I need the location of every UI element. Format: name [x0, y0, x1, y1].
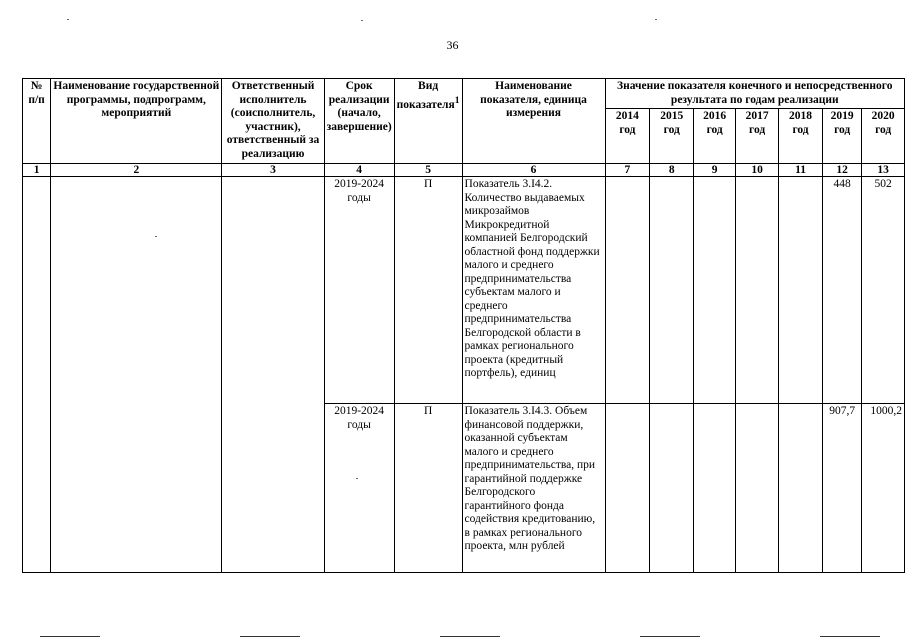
column-number: 12: [822, 164, 861, 177]
cell-indicator-name: Показатель 3.I4.2. Количество выдаваемых микрозаймов Микрокредитной компанией Белгородский областной фонд поддержки малого и среднего предпринимательства субъектам малого и среднего предпринимательства Белгородской области в рамках регионального проекта (кредитный портфель), единиц: [462, 177, 605, 404]
cell-value-2015: [650, 177, 694, 404]
cell-period: 2019-2024 годы: [324, 404, 394, 573]
column-number: 3: [222, 164, 324, 177]
header-year: 2016 год: [694, 109, 736, 164]
header-number: № п/п: [23, 79, 51, 164]
cell-value-2018: [779, 177, 823, 404]
cell-value-2019: 907,7: [822, 404, 861, 573]
cell-value-2017: [736, 404, 779, 573]
header-values-group: Значение показателя конечного и непосредственного результата по годам реализации: [605, 79, 905, 109]
scan-speck: [655, 19, 657, 20]
header-year: 2014 год: [605, 109, 650, 164]
header-year: 2019 год: [822, 109, 861, 164]
scan-speck: [67, 19, 69, 20]
column-number: 7: [605, 164, 650, 177]
cell-executor: [222, 177, 324, 573]
cell-value-2020: 1000,2: [862, 404, 905, 573]
header-type-text: Вид показателя: [396, 80, 455, 111]
cell-value-2018: [779, 404, 823, 573]
cell-value-2014: [605, 404, 650, 573]
header-year: 2015 год: [650, 109, 694, 164]
scan-edge-line: [440, 636, 500, 637]
column-number: 2: [51, 164, 222, 177]
table-row: [23, 177, 905, 404]
header-year: 2017 год: [736, 109, 779, 164]
cell-value-2019: 448: [822, 177, 861, 404]
scan-edge-line: [40, 636, 100, 637]
column-number: 6: [462, 164, 605, 177]
column-number: 8: [650, 164, 694, 177]
column-number: 5: [394, 164, 462, 177]
cell-indicator-name: Показатель 3.I4.3. Объем финансовой поддержки, оказанной субъектам малого и среднего предпринимательства, при гарантийной поддержке Белгородского гарантийного фонда содействия кредитованию, в рамках регионального проекта, млн рублей: [462, 404, 605, 573]
column-number: 11: [779, 164, 823, 177]
cell-program: [51, 177, 222, 573]
header-indicator: Наименование показателя, единица измерения: [462, 79, 605, 164]
column-numbers-row: [23, 164, 905, 177]
cell-number: [23, 177, 51, 573]
header-year: 2020 год: [862, 109, 905, 164]
scan-edge-line: [640, 636, 700, 637]
scan-edge-line: [240, 636, 300, 637]
header-row-1: [23, 79, 905, 109]
cell-value-2015: [650, 404, 694, 573]
cell-type: П: [394, 404, 462, 573]
scan-speck: [155, 236, 157, 237]
column-number: 10: [736, 164, 779, 177]
scan-speck: [361, 20, 363, 21]
scan-speck: [356, 478, 358, 479]
page-number: 36: [446, 38, 459, 52]
header-period: Срок реализации (начало, завершение): [324, 79, 394, 164]
cell-value-2014: [605, 177, 650, 404]
column-number: 9: [694, 164, 736, 177]
column-number: 13: [862, 164, 905, 177]
cell-period: 2019-2024 годы: [324, 177, 394, 404]
indicators-table: [22, 78, 905, 573]
header-type-footnote: 1: [454, 94, 460, 106]
header-year: 2018 год: [779, 109, 823, 164]
cell-value-2016: [694, 404, 736, 573]
header-executor: Ответственный исполнитель (соисполнитель, участник), ответственный за реализацию: [222, 79, 324, 164]
column-number: 4: [324, 164, 394, 177]
cell-type: П: [394, 177, 462, 404]
cell-value-2016: [694, 177, 736, 404]
cell-value-2017: [736, 177, 779, 404]
header-program: Наименование государственной программы, подпрограмм, мероприятий: [51, 79, 222, 164]
header-type: [394, 79, 462, 164]
scan-edge-line: [820, 636, 880, 637]
cell-value-2020: 502: [862, 177, 905, 404]
column-number: 1: [23, 164, 51, 177]
